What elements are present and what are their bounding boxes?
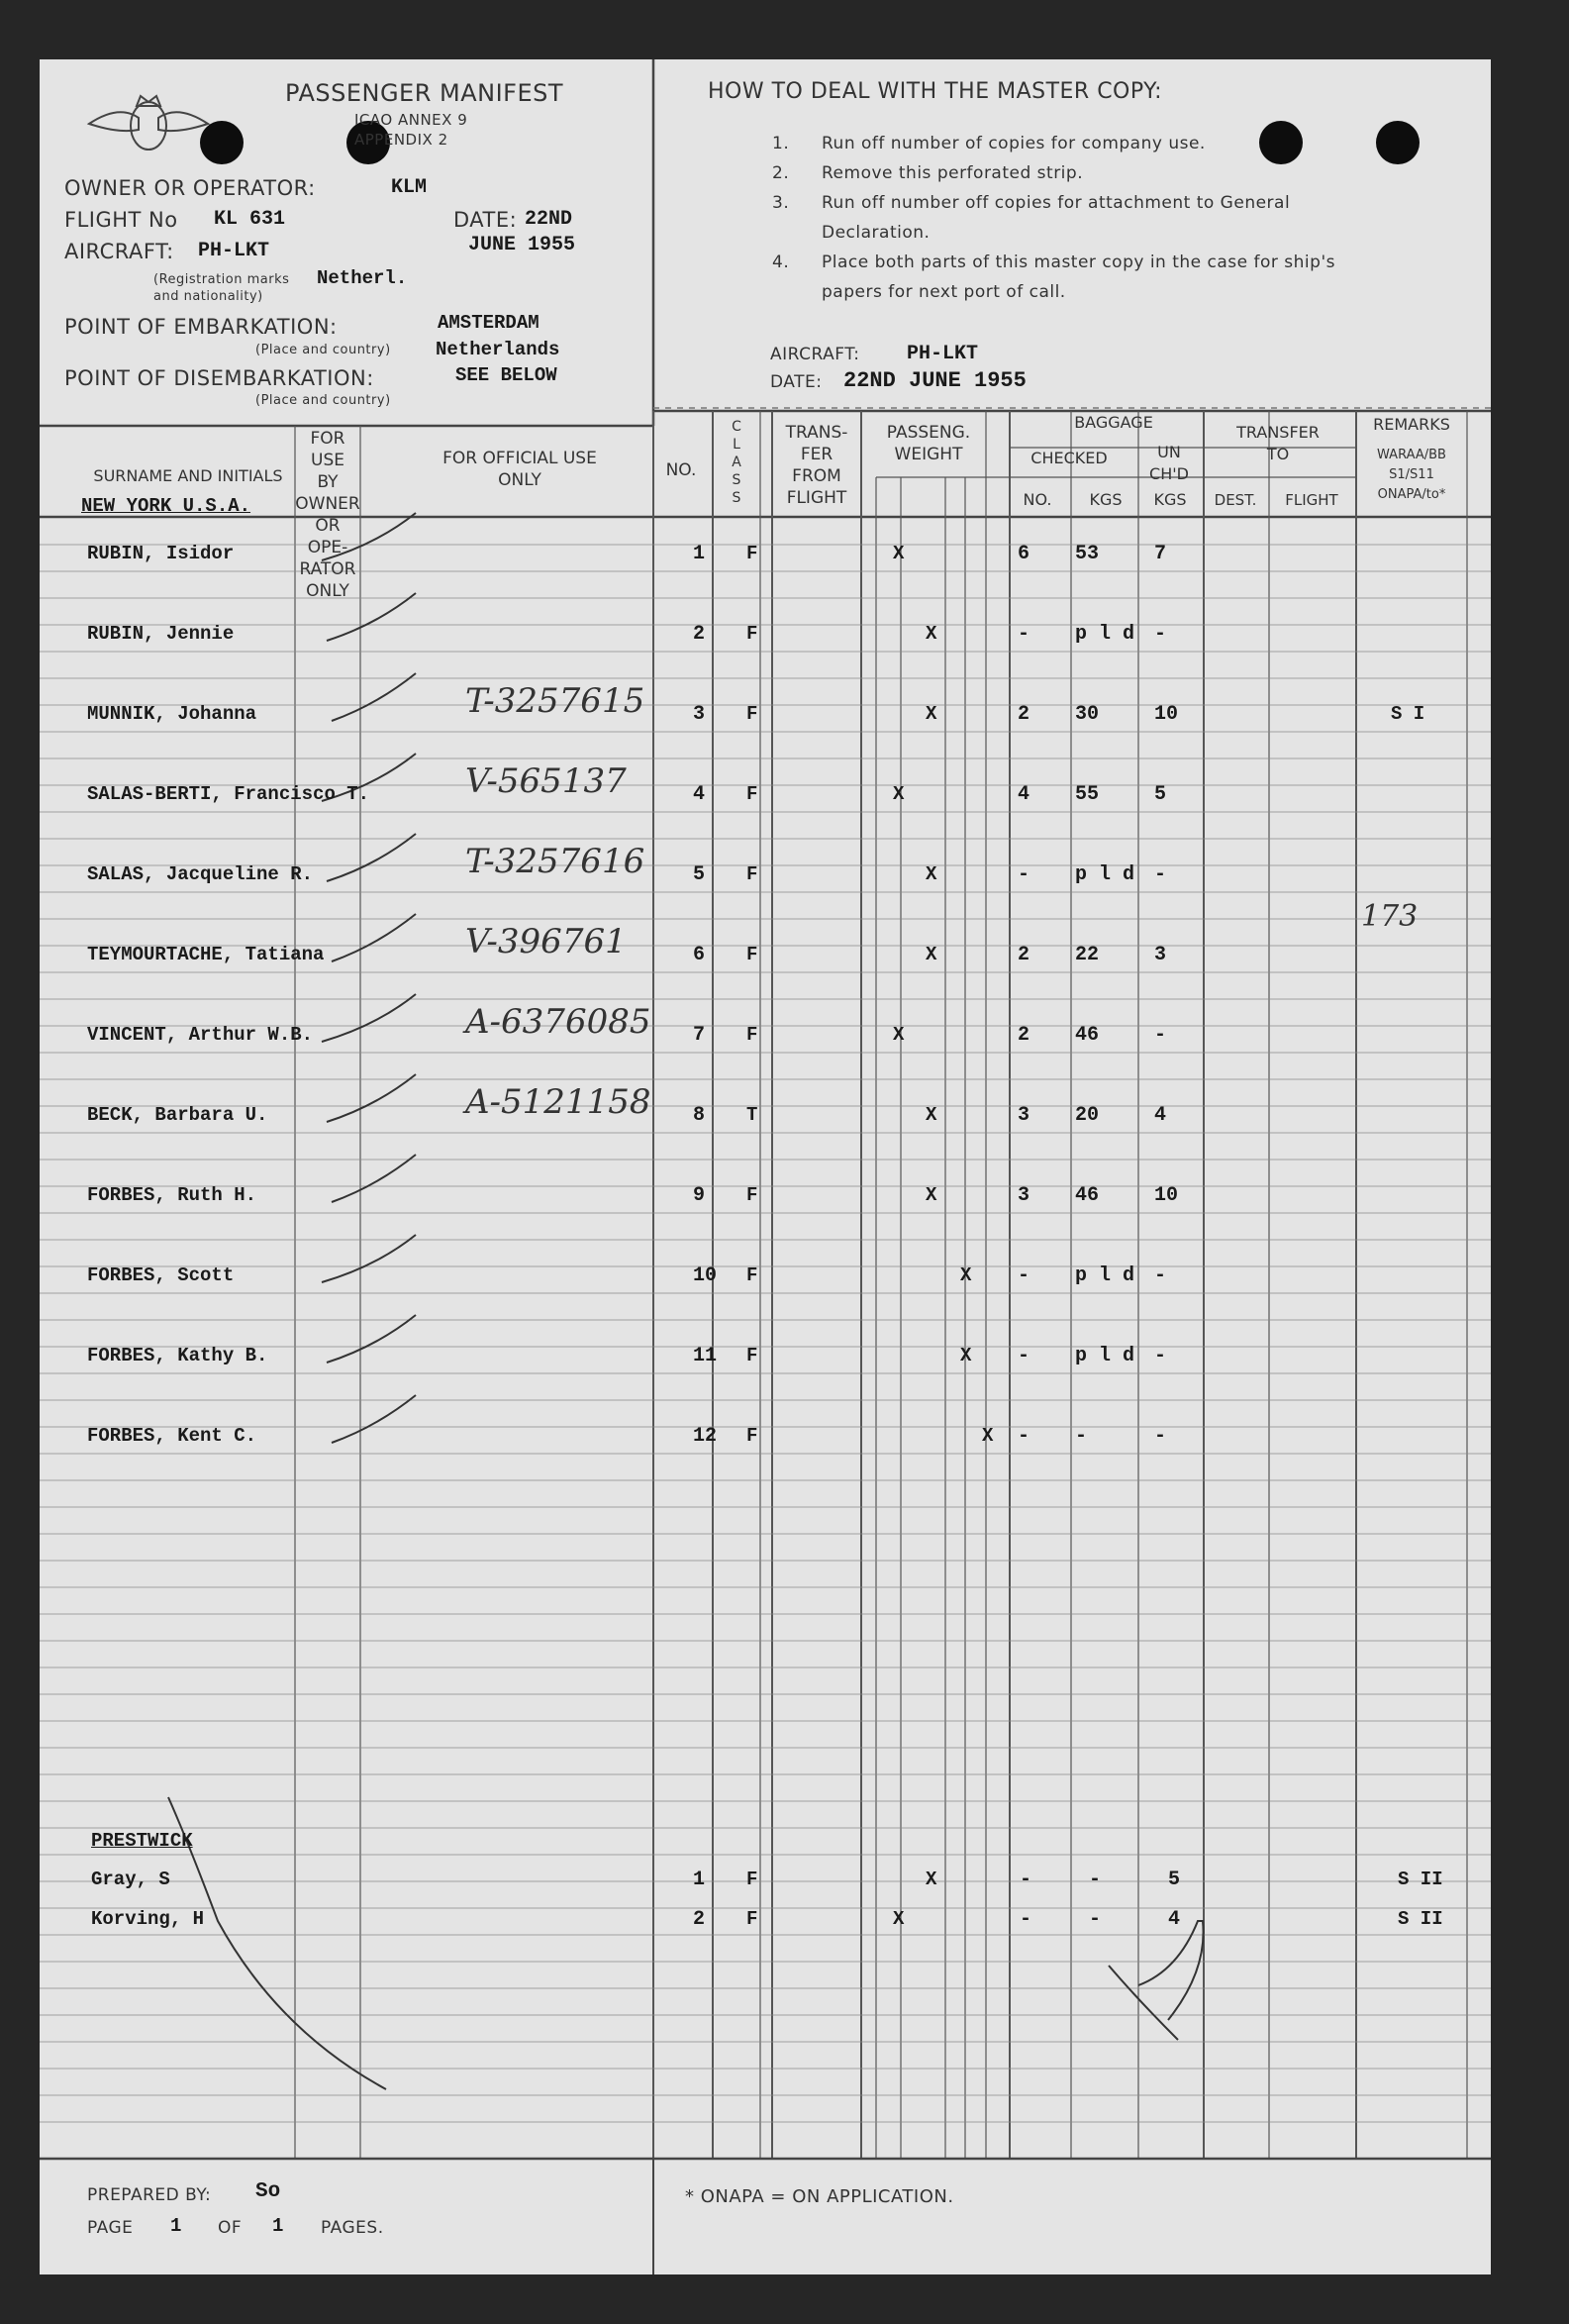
unchd-kgs: - [1154, 863, 1167, 886]
handwritten-mark [168, 1797, 386, 2089]
passenger-name: FORBES, Kathy B. [87, 1345, 268, 1366]
passenger-name: BECK, Barbara U. [87, 1104, 268, 1126]
passenger-no: 2 [693, 1908, 706, 1931]
unchd-kgs: 5 [1154, 783, 1167, 806]
handwritten-mark [322, 994, 416, 1042]
passenger-name: VINCENT, Arthur W.B. [87, 1024, 314, 1046]
header-line: PASSENG. [886, 423, 971, 443]
bag-kgs: - [1089, 1908, 1102, 1931]
weight-mark: X [960, 1264, 972, 1286]
page-label: PAGE [87, 2218, 134, 2238]
passenger-name: FORBES, Kent C. [87, 1425, 257, 1447]
prepared-value: So [255, 2180, 281, 2203]
manifest-title: PASSENGER MANIFEST [285, 79, 564, 107]
official-use-number: V-565137 [465, 761, 627, 801]
passenger-no: 5 [693, 863, 706, 886]
header-line: FLIGHT [786, 488, 847, 508]
unchd-kgs: - [1154, 623, 1167, 646]
header-line: TO [1266, 445, 1290, 463]
weight-mark: X [926, 1869, 937, 1890]
passenger-class: F [746, 944, 758, 965]
official-use-number: A-5121158 [465, 1082, 651, 1122]
weight-mark: X [893, 543, 905, 564]
registration-note: (Registration marks [153, 272, 290, 287]
of-label: OF [218, 2218, 243, 2238]
step-text: Run off number off copies for attachment to General [822, 193, 1291, 213]
bag-kgs: - [1089, 1869, 1102, 1891]
col-unchd [1136, 442, 1202, 485]
weight-mark: X [926, 944, 937, 965]
step-number: 3. [772, 193, 790, 213]
step-text: papers for next port of call. [822, 282, 1066, 302]
bag-kgs: p l d [1075, 623, 1135, 646]
header-line: ONLY [498, 470, 541, 490]
col-no: NO. [665, 460, 697, 480]
col-surname: SURNAME AND INITIALS [93, 466, 283, 485]
official-use-number: T-3257615 [465, 681, 645, 721]
passenger-class: F [746, 543, 758, 564]
punch-hole [1376, 121, 1420, 164]
col-class [717, 418, 756, 507]
passenger-class: F [746, 1869, 758, 1890]
handwritten-mark [327, 1074, 416, 1122]
unchd-kgs: 4 [1168, 1908, 1181, 1931]
passenger-name: SALAS-BERTI, Francisco T. [87, 783, 370, 805]
col-baggage: BAGGAGE [1074, 413, 1153, 432]
col-owner-use [295, 428, 360, 602]
prepared-label: PREPARED BY: [87, 2185, 212, 2205]
bag-no: - [1018, 863, 1030, 886]
bag-no: 2 [1018, 1024, 1030, 1047]
passenger-name: MUNNIK, Johanna [87, 703, 257, 725]
bag-kgs: 46 [1075, 1184, 1100, 1207]
punch-hole [1259, 121, 1303, 164]
header-line: WEIGHT [894, 445, 963, 464]
weight-mark: X [926, 1104, 937, 1126]
step-number: 2. [772, 163, 790, 183]
remarks-value: S II [1398, 1908, 1443, 1930]
step-text: Declaration. [822, 223, 931, 243]
passenger-class: F [746, 863, 758, 885]
passenger-name: SALAS, Jacqueline R. [87, 863, 314, 885]
official-use-number: T-3257616 [465, 842, 645, 881]
step-text: Run off number of copies for company use. [822, 134, 1206, 153]
bag-no: 6 [1018, 543, 1030, 565]
weight-mark: X [926, 863, 937, 885]
unchd-kgs: 7 [1154, 543, 1167, 565]
unchd-kgs: - [1154, 1425, 1167, 1448]
aircraft-label: AIRCRAFT: [64, 240, 174, 263]
passenger-class: F [746, 1425, 758, 1447]
aircraft-value: PH-LKT [198, 240, 270, 262]
passenger-no: 4 [693, 783, 706, 806]
header-line: A [732, 455, 741, 470]
passenger-no: 11 [693, 1345, 718, 1367]
col-bag-no: NO. [1023, 490, 1052, 509]
place-country-note-2: (Place and country) [255, 393, 391, 408]
official-use-number: V-396761 [465, 922, 627, 961]
header-line: RATOR [299, 559, 356, 579]
unchd-kgs: 4 [1154, 1104, 1167, 1127]
col-flight: FLIGHT [1285, 491, 1338, 509]
header-line: S1/S11 [1389, 467, 1434, 482]
weight-mark: X [926, 1184, 937, 1206]
prestwick-group: PRESTWICK [91, 1830, 193, 1852]
bag-kgs: 46 [1075, 1024, 1100, 1047]
unchd-kgs: 3 [1154, 944, 1167, 966]
passenger-no: 12 [693, 1425, 718, 1448]
destination-group: NEW YORK U.S.A. [81, 495, 251, 517]
passenger-no: 10 [693, 1264, 718, 1287]
embarkation-value: AMSTERDAM [438, 312, 539, 334]
col-passeng-weight [871, 422, 986, 465]
header-line: OWNER [295, 494, 360, 514]
weight-mark: X [982, 1425, 994, 1447]
registration-value: Netherl. [317, 267, 408, 289]
header-line: FER [800, 445, 834, 464]
passenger-class: F [746, 623, 758, 645]
bag-kgs: 22 [1075, 944, 1100, 966]
bag-kgs: 30 [1075, 703, 1100, 726]
bag-no: - [1020, 1908, 1032, 1931]
bag-no: 3 [1018, 1184, 1030, 1207]
unchd-kgs: - [1154, 1264, 1167, 1287]
header-line: FOR USE [310, 429, 345, 470]
weight-mark: X [960, 1345, 972, 1366]
bag-kgs: - [1075, 1425, 1088, 1448]
bag-no: 2 [1018, 703, 1030, 726]
header-line: UN [1157, 443, 1181, 461]
passenger-no: 1 [693, 543, 706, 565]
annex-line: ICAO ANNEX 9 [354, 111, 468, 129]
disembarkation-value: SEE BELOW [455, 364, 557, 386]
bag-kgs: 20 [1075, 1104, 1100, 1127]
passenger-name: Gray, S [91, 1869, 170, 1890]
bag-kgs: p l d [1075, 1345, 1135, 1367]
col-dest: DEST. [1214, 491, 1257, 509]
step-number: 4. [772, 253, 790, 272]
handwritten-mark [332, 914, 416, 961]
unchd-kgs: 10 [1154, 703, 1179, 726]
handwritten-mark [332, 1395, 416, 1443]
handwritten-mark [332, 1155, 416, 1202]
handwritten-mark [327, 834, 416, 881]
passenger-no: 1 [693, 1869, 706, 1891]
passenger-name: FORBES, Scott [87, 1264, 235, 1286]
passenger-class: F [746, 1184, 758, 1206]
bag-no: 2 [1018, 944, 1030, 966]
klm-logo-icon [79, 84, 218, 163]
header-line: OR OPE- [307, 516, 348, 557]
unchd-kgs: 5 [1168, 1869, 1181, 1891]
passenger-no: 3 [693, 703, 706, 726]
date-value-month: JUNE 1955 [468, 234, 576, 256]
header-line: WARAA/BB [1377, 448, 1446, 462]
bag-no: - [1020, 1869, 1032, 1891]
passenger-no: 2 [693, 623, 706, 646]
header-line: BY [317, 472, 339, 492]
mc-date-label: DATE: [770, 372, 823, 392]
flight-label: FLIGHT No [64, 208, 178, 232]
passenger-class: F [746, 1024, 758, 1046]
col-official-use [396, 448, 643, 491]
weight-mark: X [893, 1908, 905, 1930]
remarks-value: 173 [1361, 899, 1419, 934]
passenger-no: 7 [693, 1024, 706, 1047]
unchd-kgs: 10 [1154, 1184, 1179, 1207]
unchd-kgs: - [1154, 1024, 1167, 1047]
passenger-no: 8 [693, 1104, 706, 1127]
passenger-no: 6 [693, 944, 706, 966]
owner-label: OWNER OR OPERATOR: [64, 176, 316, 200]
col-remarks: REMARKS [1373, 415, 1450, 434]
col-checked: CHECKED [1030, 449, 1108, 467]
bag-no: - [1018, 1425, 1030, 1448]
col-transfer-to [1204, 422, 1352, 465]
embarkation-label: POINT OF EMBARKATION: [64, 315, 338, 339]
passenger-class: F [746, 783, 758, 805]
bag-kgs: p l d [1075, 863, 1135, 886]
step-text: Place both parts of this master copy in the case for ship's [822, 253, 1335, 272]
passenger-class: T [746, 1104, 758, 1126]
step-number: 1. [772, 134, 790, 153]
header-line: FROM [792, 466, 841, 486]
date-label: DATE: [453, 208, 518, 232]
handwritten-mark [322, 1235, 416, 1282]
passenger-name: RUBIN, Jennie [87, 623, 235, 645]
nationality-note: and nationality) [153, 289, 263, 304]
handwritten-mark [332, 673, 416, 721]
passenger-class: F [746, 703, 758, 725]
passenger-name: TEYMOURTACHE, Tatiana [87, 944, 325, 965]
date-value-day: 22ND [525, 208, 573, 231]
passenger-class: F [746, 1345, 758, 1366]
header-line: TRANS- [785, 423, 848, 443]
manifest-sheet [40, 59, 1491, 2274]
handwritten-mark [1109, 1921, 1204, 2040]
flight-value: KL 631 [214, 208, 286, 231]
remarks-value: S II [1398, 1869, 1443, 1890]
passenger-name: RUBIN, Isidor [87, 543, 235, 564]
bag-no: - [1018, 1264, 1030, 1287]
header-line: FOR OFFICIAL USE [442, 449, 597, 468]
weight-mark: X [926, 623, 937, 645]
passenger-class: F [746, 1908, 758, 1930]
col-remarks-sub [1356, 446, 1467, 505]
official-use-number: A-6376085 [465, 1002, 651, 1042]
disembarkation-label: POINT OF DISEMBARKATION: [64, 366, 374, 390]
step-text: Remove this perforated strip. [822, 163, 1084, 183]
of-value: 1 [272, 2215, 284, 2237]
bag-no: 3 [1018, 1104, 1030, 1127]
page-value: 1 [170, 2215, 182, 2237]
header-line: CH'D [1149, 464, 1189, 483]
form-rules [40, 59, 1491, 2274]
bag-no: - [1018, 1345, 1030, 1367]
header-line: ONAPA/to* [1377, 487, 1446, 502]
bag-no: - [1018, 623, 1030, 646]
col-unchd-kgs: KGS [1153, 490, 1187, 509]
weight-mark: X [893, 1024, 905, 1046]
header-line: S [732, 472, 741, 488]
embarkation-country: Netherlands [436, 339, 560, 360]
bag-kgs: p l d [1075, 1264, 1135, 1287]
weight-mark: X [893, 783, 905, 805]
mc-date-value: 22ND JUNE 1955 [843, 368, 1027, 393]
owner-value: KLM [391, 176, 428, 199]
bag-no: 4 [1018, 783, 1030, 806]
unchd-kgs: - [1154, 1345, 1167, 1367]
remarks-value: S I [1391, 703, 1425, 725]
header-line: ONLY [306, 581, 349, 601]
passenger-name: FORBES, Ruth H. [87, 1184, 257, 1206]
passenger-class: F [746, 1264, 758, 1286]
passenger-no: 9 [693, 1184, 706, 1207]
header-line: TRANSFER [1236, 423, 1320, 442]
mc-aircraft-label: AIRCRAFT: [770, 345, 860, 364]
bag-kgs: 53 [1075, 543, 1100, 565]
pages-label: PAGES. [321, 2218, 384, 2238]
weight-mark: X [926, 703, 937, 725]
bag-kgs: 55 [1075, 783, 1100, 806]
handwritten-mark [327, 1315, 416, 1363]
header-line: L [733, 437, 740, 453]
appendix-line: APPENDIX 2 [354, 131, 448, 149]
place-country-note: (Place and country) [255, 343, 391, 357]
passenger-name: Korving, H [91, 1908, 205, 1930]
onapa-note: * ONAPA = ON APPLICATION. [685, 2186, 954, 2207]
master-copy-title: HOW TO DEAL WITH THE MASTER COPY: [708, 79, 1163, 104]
header-line: C [732, 419, 741, 435]
col-transfer-from [772, 422, 861, 509]
mc-aircraft-value: PH-LKT [907, 343, 979, 365]
header-line: S [732, 490, 741, 506]
col-bag-kgs: KGS [1089, 490, 1123, 509]
